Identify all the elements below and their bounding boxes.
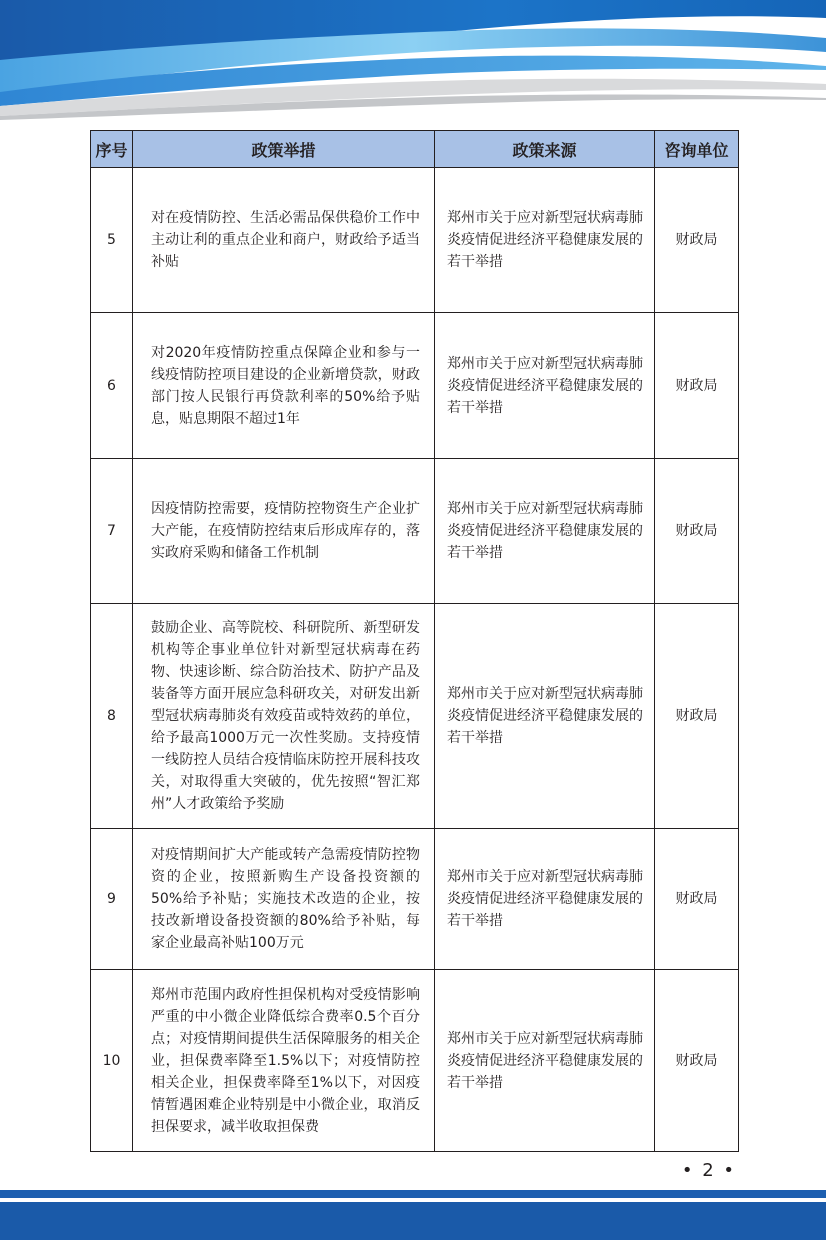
row-measure: 对2020年疫情防控重点保障企业和参与一线疫情防控项目建设的企业新增贷款，财政部门按人民银行再贷款利率的50%给予贴息，贴息期限不超过1年: [133, 313, 435, 459]
row-department: 财政局: [655, 970, 739, 1152]
footer-thick-stripe: [0, 1202, 826, 1240]
header-department: 咨询单位: [655, 131, 739, 168]
header-source: 政策来源: [435, 131, 655, 168]
header-measure: 政策举措: [133, 131, 435, 168]
table-row: [91, 459, 739, 604]
row-department: 财政局: [655, 459, 739, 604]
row-measure: 因疫情防控需要，疫情防控物资生产企业扩大产能，在疫情防控结束后形成库存的，落实政府采购和储备工作机制: [133, 459, 435, 604]
row-number: 8: [91, 604, 133, 829]
header-wave-graphic: [0, 0, 826, 120]
row-measure: 鼓励企业、高等院校、科研院所、新型研发机构等企事业单位针对新型冠状病毒在药物、快速诊断、综合防治技术、防护产品及装备等方面开展应急科研攻关，对研发出新型冠状病毒肺炎有效疫苗或特效药的单位，给予最高1000万元一次性奖励。支持疫情一线防控人员结合疫情临床防控开展科技攻关，对取得重大突破的，优先按照“智汇郑州”人才政策给予奖励: [133, 604, 435, 829]
row-number: 9: [91, 829, 133, 970]
row-number: 5: [91, 168, 133, 313]
row-source: 郑州市关于应对新型冠状病毒肺炎疫情促进经济平稳健康发展的若干举措: [435, 604, 655, 829]
table-row: [91, 829, 739, 970]
row-source: 郑州市关于应对新型冠状病毒肺炎疫情促进经济平稳健康发展的若干举措: [435, 168, 655, 313]
row-measure: 对疫情期间扩大产能或转产急需疫情防控物资的企业，按照新购生产设备投资额的50%给予补贴；实施技术改造的企业，按技改新增设备投资额的80%给予补贴，每家企业最高补贴100万元: [133, 829, 435, 970]
footer-decoration: [0, 1190, 826, 1240]
table-row: [91, 970, 739, 1152]
row-number: 6: [91, 313, 133, 459]
header-number: 序号: [91, 131, 133, 168]
row-source: 郑州市关于应对新型冠状病毒肺炎疫情促进经济平稳健康发展的若干举措: [435, 459, 655, 604]
page-number: • 2 •: [681, 1160, 736, 1181]
table-row: [91, 168, 739, 313]
row-measure: 对在疫情防控、生活必需品保供稳价工作中主动让利的重点企业和商户，财政给予适当补贴: [133, 168, 435, 313]
table-row: [91, 604, 739, 829]
row-source: 郑州市关于应对新型冠状病毒肺炎疫情促进经济平稳健康发展的若干举措: [435, 970, 655, 1152]
row-department: 财政局: [655, 829, 739, 970]
row-number: 7: [91, 459, 133, 604]
header-decoration: [0, 0, 826, 120]
row-number: 10: [91, 970, 133, 1152]
row-source: 郑州市关于应对新型冠状病毒肺炎疫情促进经济平稳健康发展的若干举措: [435, 313, 655, 459]
row-department: 财政局: [655, 313, 739, 459]
row-source: 郑州市关于应对新型冠状病毒肺炎疫情促进经济平稳健康发展的若干举措: [435, 829, 655, 970]
policy-table: [90, 130, 739, 1152]
row-department: 财政局: [655, 604, 739, 829]
row-department: 财政局: [655, 168, 739, 313]
footer-thin-stripe: [0, 1190, 826, 1198]
row-measure: 郑州市范围内政府性担保机构对受疫情影响严重的中小微企业降低综合费率0.5个百分点；对疫情期间提供生活保障服务的相关企业，担保费率降至1.5%以下；对疫情防控相关企业，担保费率降至1%以下，对因疫情暂遇困难企业特别是中小微企业，取消反担保要求，减半收取担保费: [133, 970, 435, 1152]
table-row: [91, 313, 739, 459]
table-header-row: [91, 131, 739, 168]
